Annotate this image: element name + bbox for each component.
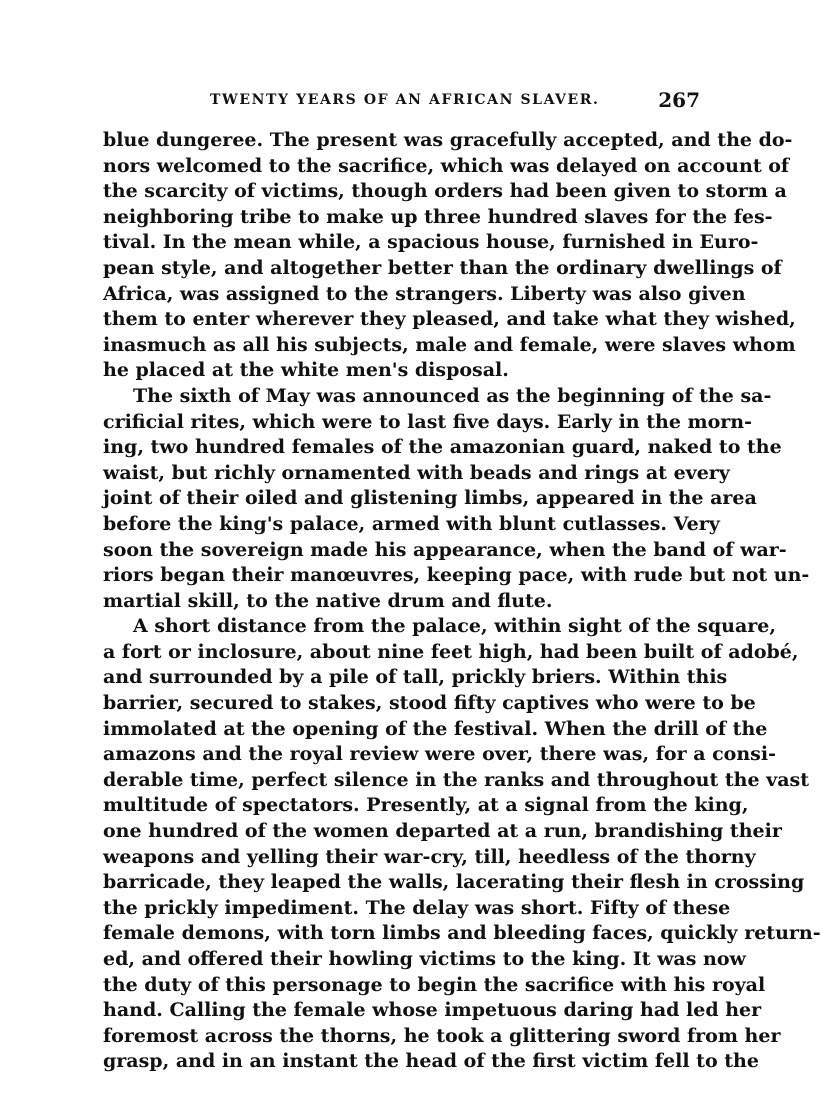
- text-line: nors welcomed to the sacrifice, which was delayed on account of: [103, 154, 790, 177]
- text-line: soon the sovereign made his appearance, when the band of war-: [103, 538, 787, 561]
- text-line: them to enter wherever they pleased, and take what they wished,: [103, 308, 796, 331]
- text-line: tival. In the mean while, a spacious house, furnished in Euro-: [103, 231, 759, 254]
- text-line: ed, and offered their howling victims to the king. It was now: [103, 948, 746, 970]
- text-line: he placed at the white men's disposal.: [103, 359, 509, 382]
- text-line: a fort or inclosure, about nine feet high, had been built of adobé,: [103, 640, 799, 663]
- text-line: the duty of this personage to begin the sacrifice with his royal: [103, 973, 766, 996]
- text-line: before the king's palace, armed with blunt cutlasses. Very: [103, 512, 720, 535]
- text-line: Africa, was assigned to the strangers. Liberty was also given: [103, 282, 746, 305]
- text-line: the scarcity of victims, though orders had been given to storm a: [103, 180, 787, 203]
- running-header: [100, 88, 700, 112]
- text-line: hand. Calling the female whose impetuous daring had led her: [103, 999, 762, 1022]
- text-line: and surrounded by a pile of tall, prickly briers. Within this: [103, 666, 728, 689]
- text-line: pean style, and altogether better than the ordinary dwellings of: [103, 256, 782, 279]
- text-line: waist, but richly ornamented with beads and rings at every: [103, 461, 730, 484]
- text-line: martial skill, to the native drum and flute.: [103, 589, 553, 612]
- text-line: weapons and yelling their war-cry, till, heedless of the thorny: [103, 845, 756, 868]
- text-line: inasmuch as all his subjects, male and female, were slaves whom: [103, 333, 796, 356]
- text-line: barrier, secured to stakes, stood fifty captives who were to be: [103, 692, 756, 715]
- paragraph-start-line: A short distance from the palace, within sight of the square,: [133, 615, 776, 638]
- text-line: multitude of spectators. Presently, at a signal from the king,: [103, 794, 749, 817]
- text-line: grasp, and in an instant the head of the first victim fell to the: [103, 1050, 759, 1073]
- text-line: amazons and the royal review were over, there was, for a consi-: [103, 743, 776, 766]
- text-line: riors began their manœuvres, keeping pace, with rude but not un-: [103, 564, 810, 587]
- text-line: female demons, with torn limbs and bleeding faces, quickly return-: [103, 922, 821, 945]
- text-line: neighboring tribe to make up three hundred slaves for the fes-: [103, 205, 773, 228]
- text-line: one hundred of the women departed at a run, brandishing their: [103, 820, 782, 843]
- text-line: ing, two hundred females of the amazonian guard, naked to the: [103, 436, 782, 459]
- text-line: the prickly impediment. The delay was short. Fifty of these: [103, 896, 731, 919]
- text-line: crificial rites, which were to last five days. Early in the morn-: [103, 410, 753, 433]
- page-number: 267: [658, 88, 700, 112]
- text-line: blue dungeree. The present was gracefully accepted, and the do-: [103, 129, 793, 151]
- text-line: joint of their oiled and glistening limbs, appeared in the area: [103, 487, 757, 510]
- text-line: derable time, perfect silence in the ranks and throughout the vast: [103, 768, 809, 791]
- text-line: immolated at the opening of the festival. When the drill of the: [103, 717, 768, 740]
- running-title: TWENTY YEARS OF AN AFRICAN SLAVER.: [210, 92, 600, 108]
- text-line: foremost across the thorns, he took a glittering sword from her: [103, 1024, 781, 1047]
- body-text: [103, 128, 821, 1075]
- paragraph-start-line: The sixth of May was announced as the beginning of the sa-: [133, 384, 772, 407]
- text-line: barricade, they leaped the walls, lacerating their flesh in crossing: [103, 871, 805, 894]
